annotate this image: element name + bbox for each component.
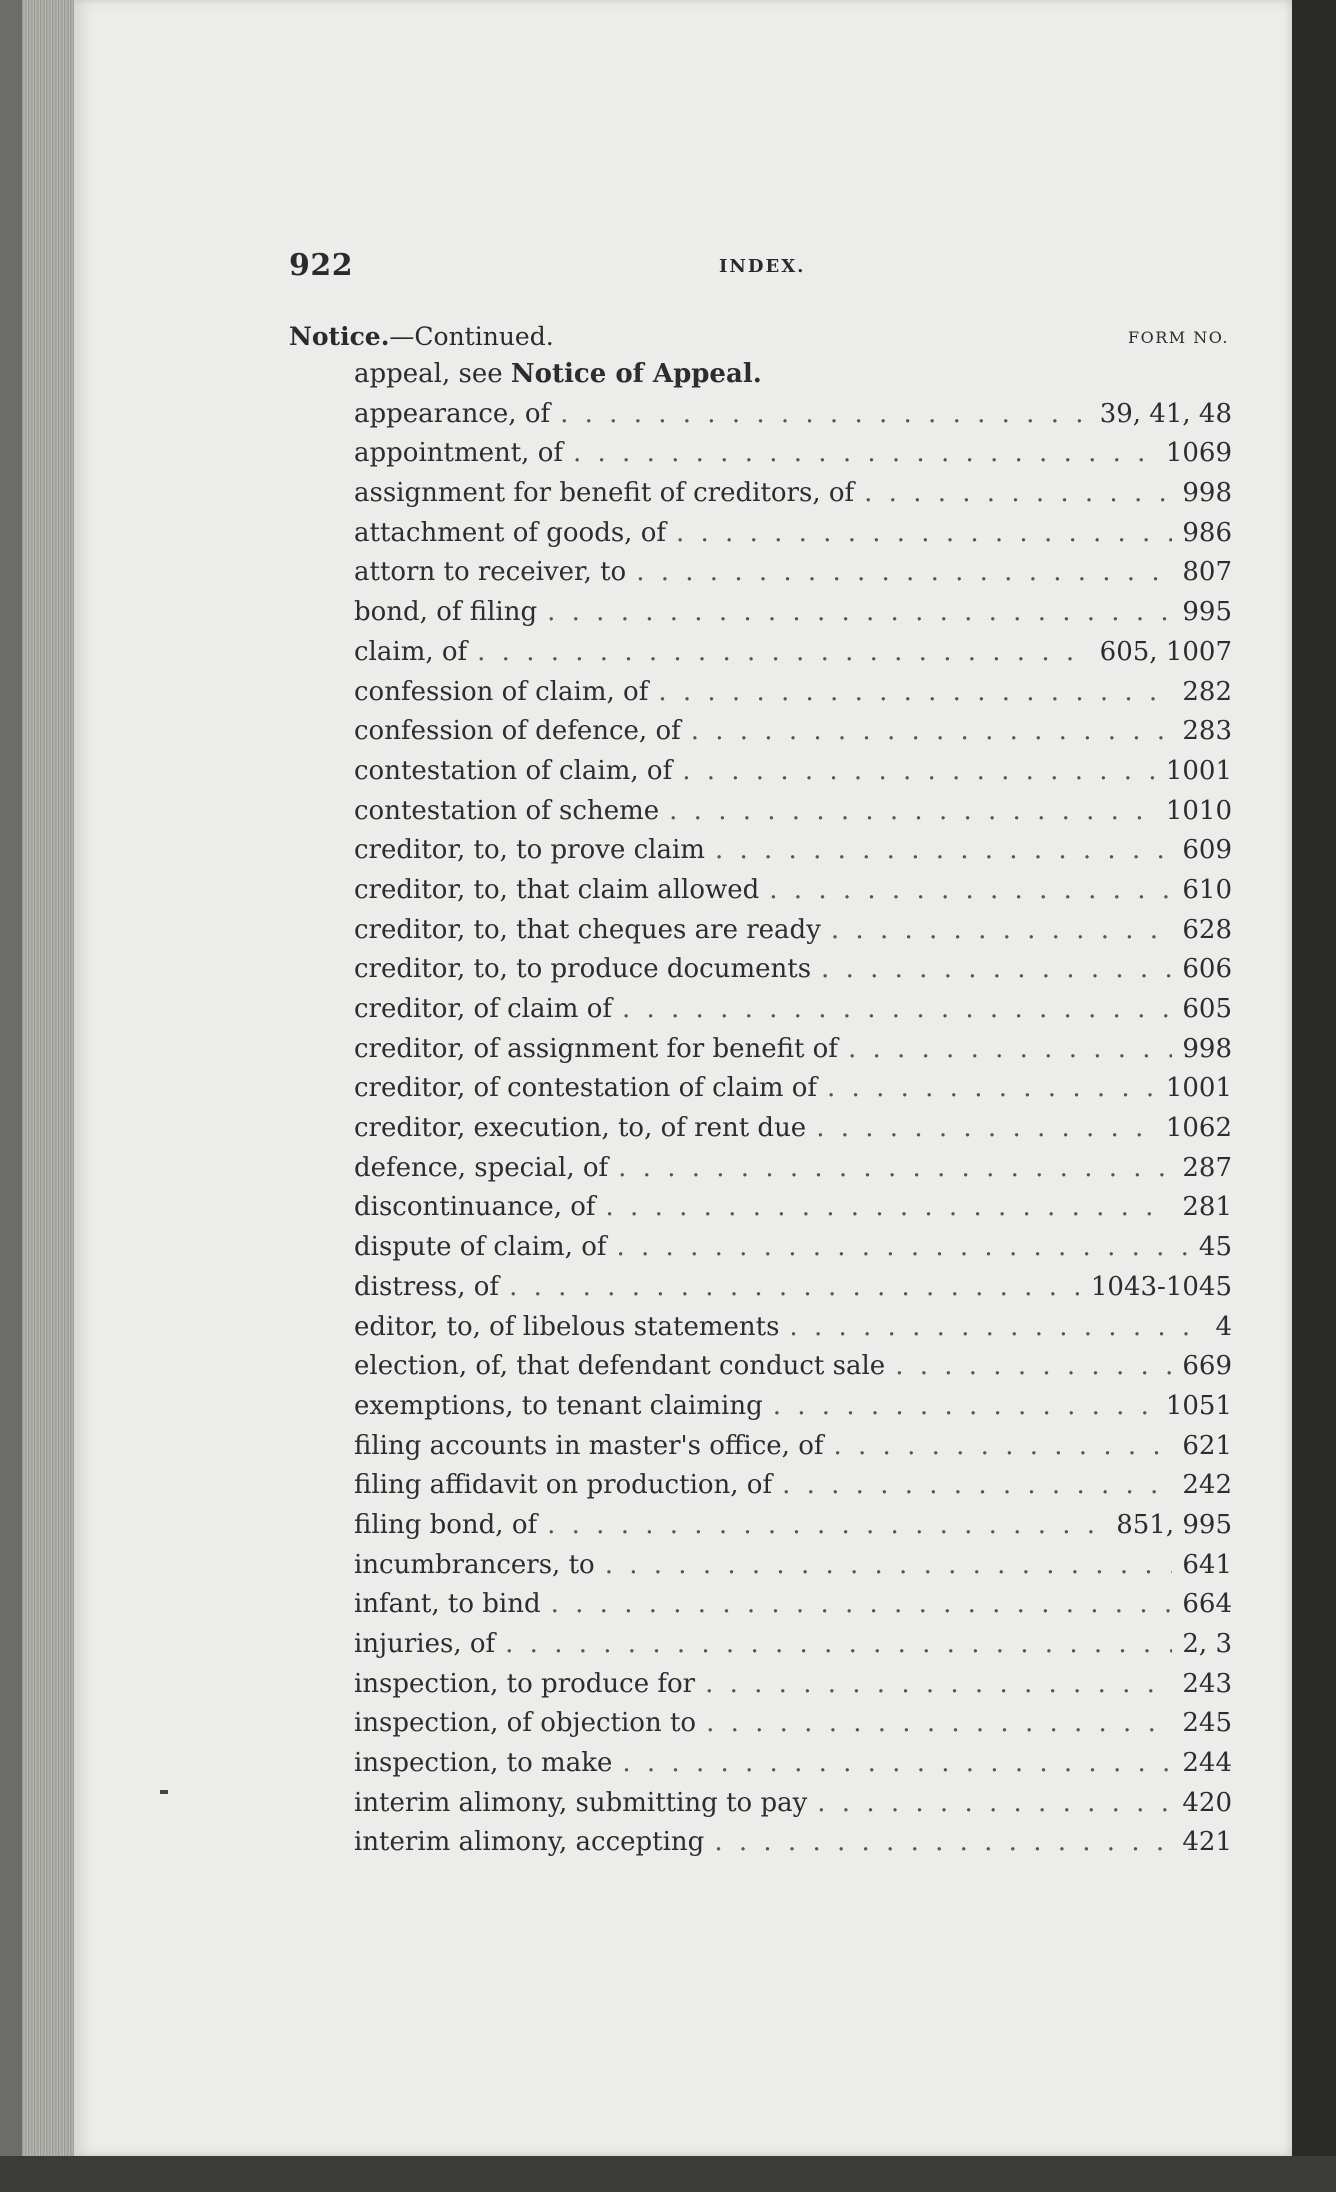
running-head bbox=[289, 248, 1229, 288]
dot-leader bbox=[616, 1232, 1188, 1262]
index-entry bbox=[354, 875, 1232, 915]
form-number: 1043-1045 bbox=[1090, 1271, 1232, 1302]
index-entry bbox=[354, 1470, 1232, 1510]
entry-label: contestation of scheme bbox=[354, 795, 660, 826]
page-number: 922 bbox=[289, 248, 354, 283]
entry-text bbox=[354, 1192, 606, 1222]
form-number: 605 bbox=[1182, 994, 1232, 1024]
form-number: 851, 995 bbox=[1116, 1509, 1232, 1540]
entry-text bbox=[354, 716, 691, 746]
index-entry-heading bbox=[289, 322, 1229, 356]
form-number: 610 bbox=[1182, 874, 1232, 905]
entry-text bbox=[354, 637, 477, 667]
form-number: 998 bbox=[1182, 1033, 1232, 1064]
dot-leader bbox=[551, 1589, 1173, 1619]
entry-label: inspection, to produce for bbox=[354, 1668, 696, 1699]
form-number: 287 bbox=[1182, 1152, 1232, 1183]
entry-text bbox=[354, 1232, 616, 1262]
entry-text bbox=[354, 1550, 605, 1580]
index-entry bbox=[354, 1669, 1232, 1709]
entry-label: creditor, of claim of bbox=[354, 994, 612, 1024]
dot-leader bbox=[691, 716, 1173, 746]
entry-text bbox=[354, 399, 560, 429]
dot-leader bbox=[827, 1073, 1156, 1103]
form-number: 282 bbox=[1182, 676, 1232, 707]
entry-label: creditor, to, that cheques are ready bbox=[354, 914, 821, 945]
form-number: 283 bbox=[1182, 716, 1232, 747]
entry-text bbox=[354, 1708, 706, 1738]
index-entry bbox=[354, 1351, 1232, 1391]
entry-label: attachment of goods, of bbox=[354, 517, 666, 548]
entry-label: creditor, to, to prove claim bbox=[354, 835, 705, 866]
index-entry bbox=[354, 1192, 1232, 1232]
index-entry bbox=[354, 1550, 1232, 1590]
index-entry bbox=[354, 1391, 1232, 1431]
index-entry bbox=[354, 1232, 1232, 1272]
form-number: 621 bbox=[1182, 1430, 1232, 1461]
dot-leader bbox=[705, 1669, 1172, 1699]
index-entry bbox=[354, 1629, 1232, 1669]
dot-leader bbox=[714, 1827, 1172, 1857]
entry-label: confession of defence, of bbox=[354, 716, 681, 747]
index-entry bbox=[354, 1788, 1232, 1828]
entry-text bbox=[354, 1470, 782, 1500]
index-entry bbox=[354, 597, 1232, 637]
entry-text bbox=[354, 1669, 705, 1699]
dot-leader bbox=[573, 438, 1156, 468]
form-number: 606 bbox=[1182, 954, 1232, 985]
running-title: INDEX. bbox=[719, 256, 806, 277]
entry-label: assignment for benefit of creditors, of bbox=[354, 478, 855, 509]
index-entry bbox=[354, 1708, 1232, 1748]
entry-text bbox=[354, 518, 676, 548]
dot-leader bbox=[676, 518, 1172, 548]
entry-text bbox=[354, 1272, 509, 1302]
form-number: 4 bbox=[1215, 1311, 1232, 1342]
entry-text bbox=[354, 438, 573, 468]
entry-label: claim, of bbox=[354, 636, 468, 667]
entry-label: discontinuance, of bbox=[354, 1192, 596, 1223]
entry-text bbox=[354, 954, 821, 984]
entry-text bbox=[354, 756, 682, 786]
entry-text bbox=[354, 1510, 547, 1540]
entry-text bbox=[354, 1827, 714, 1857]
entry-cross-reference: Notice of Appeal bbox=[510, 359, 753, 389]
form-number: 244 bbox=[1182, 1748, 1232, 1779]
index-entries bbox=[354, 359, 1232, 1867]
entry-text bbox=[354, 1431, 834, 1461]
entry-text bbox=[354, 359, 772, 389]
dot-leader bbox=[658, 677, 1172, 707]
form-number: 609 bbox=[1182, 835, 1232, 866]
entry-text bbox=[354, 1629, 505, 1659]
index-entry bbox=[354, 835, 1232, 875]
index-entry bbox=[354, 518, 1232, 558]
index-entry bbox=[354, 1153, 1232, 1193]
form-number: 664 bbox=[1182, 1589, 1232, 1620]
entry-label: creditor, execution, to, of rent due bbox=[354, 1113, 807, 1144]
dot-leader bbox=[706, 1708, 1172, 1738]
entry-text bbox=[354, 1153, 618, 1183]
dot-leader bbox=[834, 1431, 1173, 1461]
dot-leader bbox=[864, 478, 1172, 508]
entry-text bbox=[354, 994, 622, 1024]
index-entry bbox=[354, 1272, 1232, 1312]
index-entry bbox=[354, 1113, 1232, 1153]
dot-leader bbox=[821, 954, 1172, 984]
form-number-column-label: FORM NO. bbox=[1128, 328, 1229, 347]
form-number: 1069 bbox=[1165, 438, 1232, 469]
index-entry bbox=[354, 756, 1232, 796]
dot-leader bbox=[895, 1351, 1172, 1381]
entry-text bbox=[354, 1034, 848, 1064]
entry-text bbox=[354, 796, 669, 826]
index-entry bbox=[354, 954, 1232, 994]
dot-leader bbox=[605, 1550, 1173, 1580]
index-entry bbox=[354, 915, 1232, 955]
entry-text bbox=[354, 1589, 551, 1619]
entry-label: election, of, that defendant conduct sale bbox=[354, 1351, 886, 1382]
form-number: 1010 bbox=[1165, 795, 1232, 826]
entry-label: confession of claim, of bbox=[354, 676, 649, 707]
entry-label: exemptions, to tenant claiming bbox=[354, 1390, 763, 1421]
entry-suffix: . bbox=[752, 359, 762, 389]
entry-label: attorn to receiver, to bbox=[354, 557, 627, 588]
dot-leader bbox=[477, 637, 1090, 667]
entry-label: incumbrancers, to bbox=[354, 1549, 595, 1580]
index-entry bbox=[354, 716, 1232, 756]
index-entry bbox=[354, 438, 1232, 478]
index-entry bbox=[354, 359, 1232, 399]
index-entry bbox=[354, 399, 1232, 439]
entry-text bbox=[354, 478, 864, 508]
entry-label: filing accounts in master's office, of bbox=[354, 1430, 824, 1461]
entry-text bbox=[354, 875, 769, 905]
index-entry bbox=[354, 1034, 1232, 1074]
entry-label: appearance, of bbox=[354, 398, 551, 429]
index-entry bbox=[354, 677, 1232, 717]
dot-leader bbox=[636, 557, 1172, 587]
dot-leader bbox=[618, 1153, 1172, 1183]
entry-label: filing bond, of bbox=[354, 1509, 538, 1540]
entry-label: creditor, of contestation of claim of bbox=[354, 1073, 818, 1104]
entry-label: infant, to bind bbox=[354, 1589, 541, 1620]
index-entry bbox=[354, 1589, 1232, 1629]
entry-label: injuries, of bbox=[354, 1629, 496, 1659]
ink-mark bbox=[160, 1790, 168, 1794]
entry-label: appointment, of bbox=[354, 438, 563, 469]
entry-label: appeal, see bbox=[354, 359, 511, 389]
form-number: 2, 3 bbox=[1182, 1629, 1232, 1659]
dot-leader bbox=[789, 1312, 1205, 1342]
form-number: 807 bbox=[1182, 557, 1232, 588]
form-number: 986 bbox=[1182, 517, 1232, 548]
dot-leader bbox=[622, 994, 1172, 1024]
bottom-edge bbox=[0, 2156, 1336, 2192]
form-number: 39, 41, 48 bbox=[1099, 398, 1232, 429]
index-entry bbox=[354, 1073, 1232, 1113]
form-number: 1062 bbox=[1165, 1113, 1232, 1144]
entry-label: defence, special, of bbox=[354, 1152, 609, 1183]
entry-text bbox=[354, 1113, 816, 1143]
index-entry bbox=[354, 994, 1232, 1034]
entry-text bbox=[354, 1073, 827, 1103]
entry-label: inspection, to make bbox=[354, 1748, 613, 1779]
form-number: 242 bbox=[1182, 1470, 1232, 1501]
entry-label: filing affidavit on production, of bbox=[354, 1470, 773, 1501]
form-number: 669 bbox=[1182, 1351, 1232, 1382]
entry-text bbox=[354, 835, 715, 865]
dot-leader bbox=[782, 1470, 1172, 1500]
entry-text bbox=[354, 1312, 789, 1342]
form-number: 1051 bbox=[1165, 1390, 1232, 1421]
index-entry bbox=[354, 637, 1232, 677]
form-number: 1001 bbox=[1165, 1073, 1232, 1104]
dot-leader bbox=[682, 756, 1156, 786]
form-number: 420 bbox=[1182, 1787, 1232, 1818]
index-entry bbox=[354, 1312, 1232, 1352]
form-number: 995 bbox=[1182, 597, 1232, 628]
dot-leader bbox=[622, 1748, 1172, 1778]
entry-label: inspection, of objection to bbox=[354, 1708, 697, 1739]
entry-label: creditor, to, that claim allowed bbox=[354, 874, 760, 905]
index-entry bbox=[354, 478, 1232, 518]
form-number: 1001 bbox=[1165, 755, 1232, 786]
form-number: 245 bbox=[1182, 1708, 1232, 1739]
entry-label: editor, to, of libelous statements bbox=[354, 1311, 780, 1342]
entry-label: contestation of claim, of bbox=[354, 755, 673, 786]
form-number: 641 bbox=[1182, 1549, 1232, 1580]
entry-label: distress, of bbox=[354, 1271, 500, 1302]
index-entry bbox=[354, 1748, 1232, 1788]
dot-leader bbox=[715, 835, 1172, 865]
index-entry bbox=[354, 1827, 1232, 1867]
entry-text bbox=[354, 557, 636, 587]
form-number: 421 bbox=[1182, 1827, 1232, 1858]
entry-text bbox=[354, 1391, 773, 1421]
form-number: 628 bbox=[1182, 914, 1232, 945]
index-entry bbox=[354, 1510, 1232, 1550]
entry-label: dispute of claim, of bbox=[354, 1232, 607, 1263]
dot-leader bbox=[509, 1272, 1081, 1302]
dot-leader bbox=[773, 1391, 1156, 1421]
dot-leader bbox=[669, 796, 1156, 826]
entry-text bbox=[354, 677, 658, 707]
dot-leader bbox=[769, 875, 1172, 905]
entry-text bbox=[354, 915, 831, 945]
entry-label: creditor, to, to produce documents bbox=[354, 954, 812, 985]
entry-text bbox=[354, 1788, 817, 1818]
dot-leader bbox=[547, 1510, 1106, 1540]
form-number: 998 bbox=[1182, 478, 1232, 509]
index-entry bbox=[354, 796, 1232, 836]
form-number: 605, 1007 bbox=[1099, 636, 1232, 667]
dot-leader bbox=[831, 915, 1172, 945]
dot-leader bbox=[505, 1629, 1172, 1659]
form-number: 45 bbox=[1198, 1232, 1232, 1263]
dot-leader bbox=[606, 1192, 1173, 1222]
form-number: 281 bbox=[1182, 1192, 1232, 1223]
dot-leader bbox=[848, 1034, 1172, 1064]
entry-text bbox=[354, 1351, 895, 1381]
entry-label: interim alimony, submitting to pay bbox=[354, 1787, 808, 1818]
dot-leader bbox=[816, 1113, 1156, 1143]
entry-text bbox=[354, 597, 547, 627]
entry-label: creditor, of assignment for benefit of bbox=[354, 1033, 838, 1064]
entry-label: interim alimony, accepting bbox=[354, 1827, 705, 1858]
heading-term: Notice. bbox=[289, 322, 390, 351]
dot-leader bbox=[547, 597, 1172, 627]
entry-text bbox=[354, 1748, 622, 1778]
index-entry bbox=[354, 1431, 1232, 1471]
form-number: 243 bbox=[1182, 1668, 1232, 1699]
dot-leader bbox=[560, 399, 1090, 429]
book-spine bbox=[1292, 0, 1336, 2192]
dot-leader bbox=[817, 1788, 1172, 1818]
page-edges bbox=[22, 0, 74, 2192]
heading-continued: —Continued. bbox=[389, 322, 554, 351]
index-entry bbox=[354, 557, 1232, 597]
entry-label: bond, of filing bbox=[354, 597, 538, 628]
